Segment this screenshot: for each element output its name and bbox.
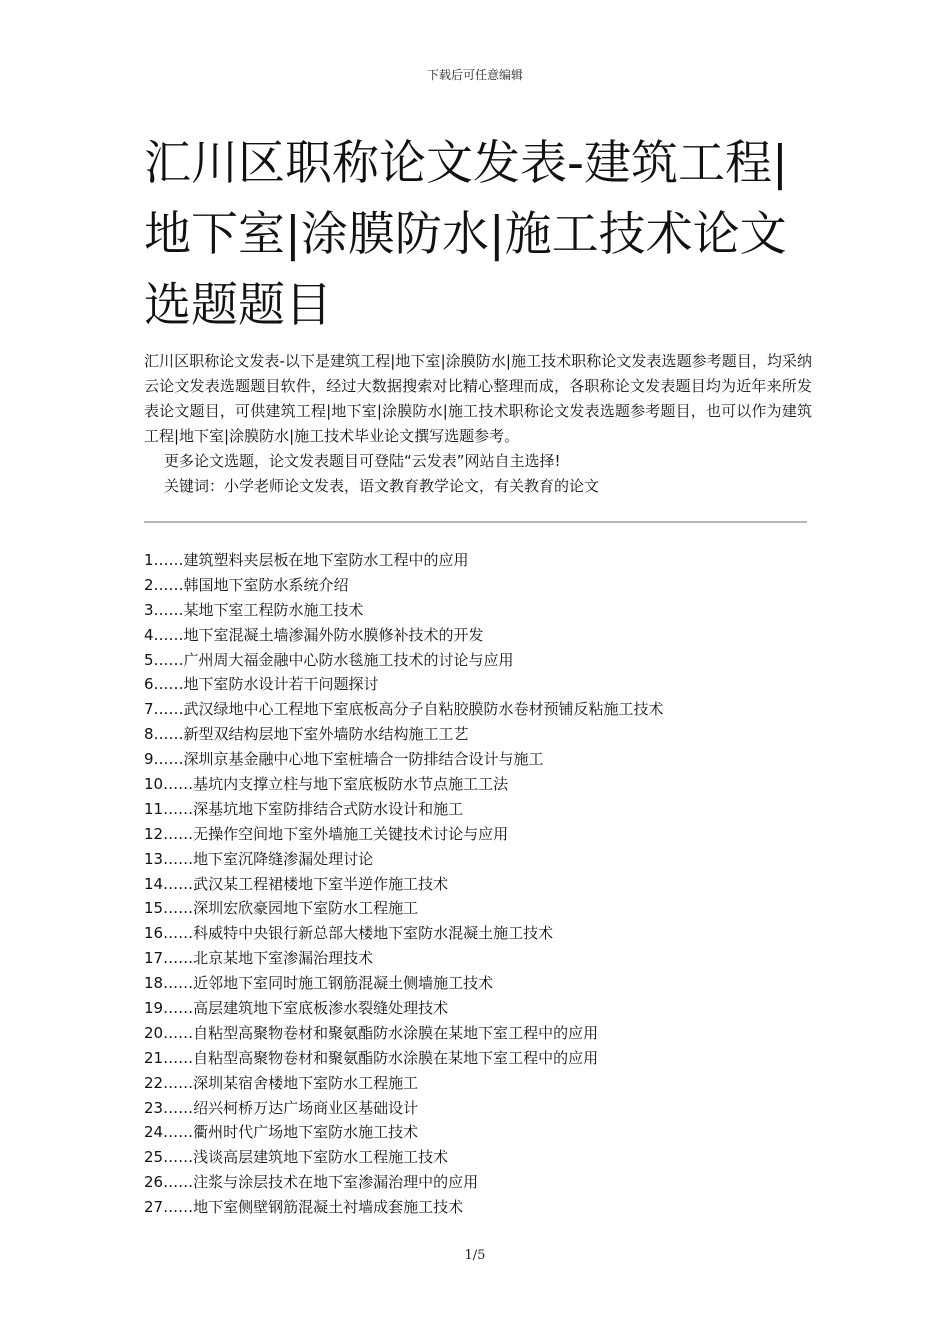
topic-item: 15……深圳宏欣豪园地下室防水工程施工 xyxy=(144,899,419,918)
topic-item: 16……科威特中央银行新总部大楼地下室防水混凝土施工技术 xyxy=(144,924,554,943)
topic-item: 14……武汉某工程裙楼地下室半逆作施工技术 xyxy=(144,874,449,893)
topic-item: 26……注浆与涂层技术在地下室渗漏治理中的应用 xyxy=(144,1173,479,1192)
topic-item: 19……高层建筑地下室底板渗水裂缝处理技术 xyxy=(144,999,449,1018)
page-number: 1/5 xyxy=(464,1248,486,1263)
topic-item: 8……新型双结构层地下室外墙防水结构施工工艺 xyxy=(144,725,469,744)
topic-item: 21……自粘型高聚物卷材和聚氨酯防水涂膜在某地下室工程中的应用 xyxy=(144,1048,599,1067)
topic-item: 18……近邻地下室同时施工钢筋混凝土侧墙施工技术 xyxy=(144,974,494,993)
header-note: 下载后可任意编辑 xyxy=(426,68,523,82)
section-divider xyxy=(144,521,807,523)
intro-paragraph: 汇川区职称论文发表-以下是建筑工程|地下室|涂膜防水|施工技术职称论文发表选题参考题目，均采纳云论文发表选题题目软件，经过大数据搜索对比精心整理而成，各职称论文发表题目均为近年来所发表论文题目，可供建筑工程|地下室|涂膜防水|施工技术职称论文发表选题参考题目，也可以作为建筑工程|地下室|涂膜防水|施工技术毕业论文撰写选题参考。 xyxy=(144,352,812,445)
topic-list xyxy=(144,548,664,1220)
topic-item: 2……韩国地下室防水系统介绍 xyxy=(144,575,349,594)
topic-item: 11……深基坑地下室防排结合式防水设计和施工 xyxy=(144,799,464,818)
topic-item: 17……北京某地下室渗漏治理技术 xyxy=(144,949,374,968)
topic-item: 25……浅谈高层建筑地下室防水工程施工技术 xyxy=(144,1148,449,1167)
more-topics-note: 更多论文选题，论文发表题目可登陆“云发表”网站自主选择! xyxy=(164,452,561,470)
topic-item: 13……地下室沉降缝渗漏处理讨论 xyxy=(144,849,374,868)
topic-item: 7……武汉绿地中心工程地下室底板高分子自粘胶膜防水卷材预铺反粘施工技术 xyxy=(144,700,664,719)
topic-item: 5……广州周大福金融中心防水毯施工技术的讨论与应用 xyxy=(144,650,514,669)
keywords-line: 关键词：小学老师论文发表，语文教育教学论文，有关教育的论文 xyxy=(164,477,600,495)
topic-item: 3……某地下室工程防水施工技术 xyxy=(144,600,364,619)
topic-item: 10……基坑内支撑立柱与地下室底板防水节点施工工法 xyxy=(144,775,509,794)
topic-item: 9……深圳京基金融中心地下室桩墙合一防排结合设计与施工 xyxy=(144,750,544,769)
topic-item: 1……建筑塑料夹层板在地下室防水工程中的应用 xyxy=(144,551,469,569)
topic-item: 24……衢州时代广场地下室防水施工技术 xyxy=(144,1123,419,1142)
topic-item: 6……地下室防水设计若干问题探讨 xyxy=(144,675,379,694)
topic-item: 12……无操作空间地下室外墙施工关键技术讨论与应用 xyxy=(144,824,509,843)
topic-item: 27……地下室侧壁钢筋混凝土衬墙成套施工技术 xyxy=(144,1198,464,1217)
topic-item: 23……绍兴柯桥万达广场商业区基础设计 xyxy=(144,1098,419,1117)
topic-item: 22……深圳某宿舍楼地下室防水工程施工 xyxy=(144,1073,419,1092)
topic-item: 20……自粘型高聚物卷材和聚氨酯防水涂膜在某地下室工程中的应用 xyxy=(144,1023,599,1042)
topic-item: 4……地下室混凝土墙渗漏外防水膜修补技术的开发 xyxy=(144,625,484,644)
document-title: 汇川区职称论文发表-建筑工程|地下室|涂膜防水|施工技术论文选题题目 xyxy=(144,136,788,333)
